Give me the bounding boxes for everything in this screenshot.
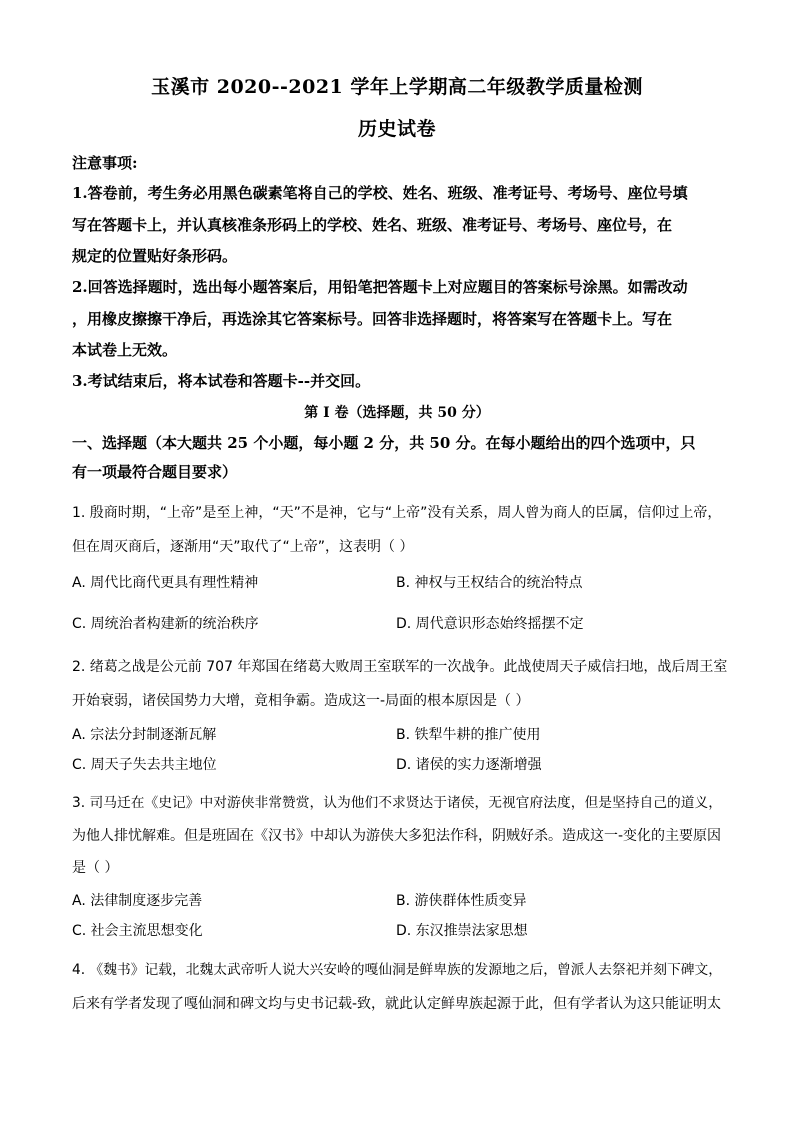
- question-4-text: 后来有学者发现了嘎仙洞和碑文均与史书记载-致，就此认定鲜卑族起源于此，但有学者认为这只能证明太: [72, 996, 722, 1012]
- question-1-option-c: C. 周统治者构建新的统治秩序: [72, 616, 259, 632]
- question-2-option-c: C. 周天子失去共主地位: [72, 757, 217, 773]
- section-heading: 一、选择题（本大题共 25 个小题，每小题 2 分，共 50 分。在每小题给出的四个选项中，只: [72, 434, 696, 452]
- question-1-option-d: D. 周代意识形态始终摇摆不定: [396, 616, 584, 632]
- part1-title: 第 I 卷（选择题，共 50 分）: [304, 405, 490, 421]
- question-3-option-d: D. 东汉推崇法家思想: [396, 923, 528, 939]
- question-3-option-a: A. 法律制度逐步完善: [72, 893, 203, 909]
- question-3-option-c: C. 社会主流思想变化: [72, 923, 203, 939]
- section-heading: 有一项最符合题目要求）: [72, 463, 238, 481]
- question-1-text: 但在周灭商后，逐渐用“天”取代了“上帝”，这表明（ ）: [72, 539, 414, 555]
- notice-line: ，用橡皮擦擦干净后，再选涂其它答案标号。回答非选择题时，将答案写在答题卡上。写在: [72, 310, 673, 328]
- notice-line: 3.考试结束后，将本试卷和答题卡--并交回。: [72, 372, 371, 390]
- notice-line: 写在答题卡上，并认真核准条形码上的学校、姓名、班级、准考证号、考场号、座位号，在: [72, 216, 673, 234]
- notice-line: 规定的位置贴好条形码。: [72, 247, 238, 265]
- question-3-text: 为他人排忧解难。但是班固在《汉书》中却认为游侠大多犯法作科，阴贼好杀。造成这一-变化的主要原因: [72, 828, 722, 844]
- question-1-text: 1. 殷商时期，“上帝”是至上神，“天”不是神，它与“上帝”没有关系，周人曾为商人的臣属，信仰过上帝，: [72, 505, 722, 521]
- notice-line: 1.答卷前，考生务必用黑色碳素笔将自己的学校、姓名、班级、准考证号、考场号、座位号填: [72, 184, 688, 202]
- question-2-option-a: A. 宗法分封制逐渐瓦解: [72, 727, 217, 743]
- question-2-text: 开始衰弱，诸侯国势力大增，竟相争霸。造成这一-局面的根本原因是（ ）: [72, 693, 530, 709]
- question-2-text: 2. 绪葛之战是公元前 707 年郑国在绪葛大败周王室联军的一次战争。此战使周天子威信扫地，战后周王室: [72, 659, 728, 675]
- exam-subtitle: 历史试卷: [357, 118, 436, 140]
- question-3-text: 3. 司马迁在《史记》中对游侠非常赞赏，认为他们不求贤达于诸侯，无视官府法度，但是坚持自己的道义，: [72, 795, 722, 811]
- question-2-option-d: D. 诸侯的实力逐渐增强: [396, 757, 542, 773]
- question-1-option-a: A. 周代比商代更具有理性精神: [72, 575, 259, 591]
- notice-line: 本试卷上无效。: [72, 341, 178, 359]
- notice-line: 2.回答选择题时，选出每小题答案后，用铅笔把答题卡上对应题目的答案标号涂黑。如需改动: [72, 278, 688, 296]
- exam-title: 玉溪市 2020--2021 学年上学期高二年级教学质量检测: [151, 76, 643, 98]
- question-3-text: 是（ ）: [72, 860, 119, 876]
- notice-heading: 注意事项:: [72, 154, 138, 172]
- question-3-option-b: B. 游侠群体性质变异: [396, 893, 527, 909]
- question-2-option-b: B. 铁犁牛耕的推广使用: [396, 727, 541, 743]
- question-4-text: 4. 《魏书》记载，北魏太武帝听人说大兴安岭的嘎仙洞是鲜卑族的发源地之后，曾派人去祭祀并刻下碑文，: [72, 962, 722, 978]
- question-1-option-b: B. 神权与王权结合的统治特点: [396, 575, 583, 591]
